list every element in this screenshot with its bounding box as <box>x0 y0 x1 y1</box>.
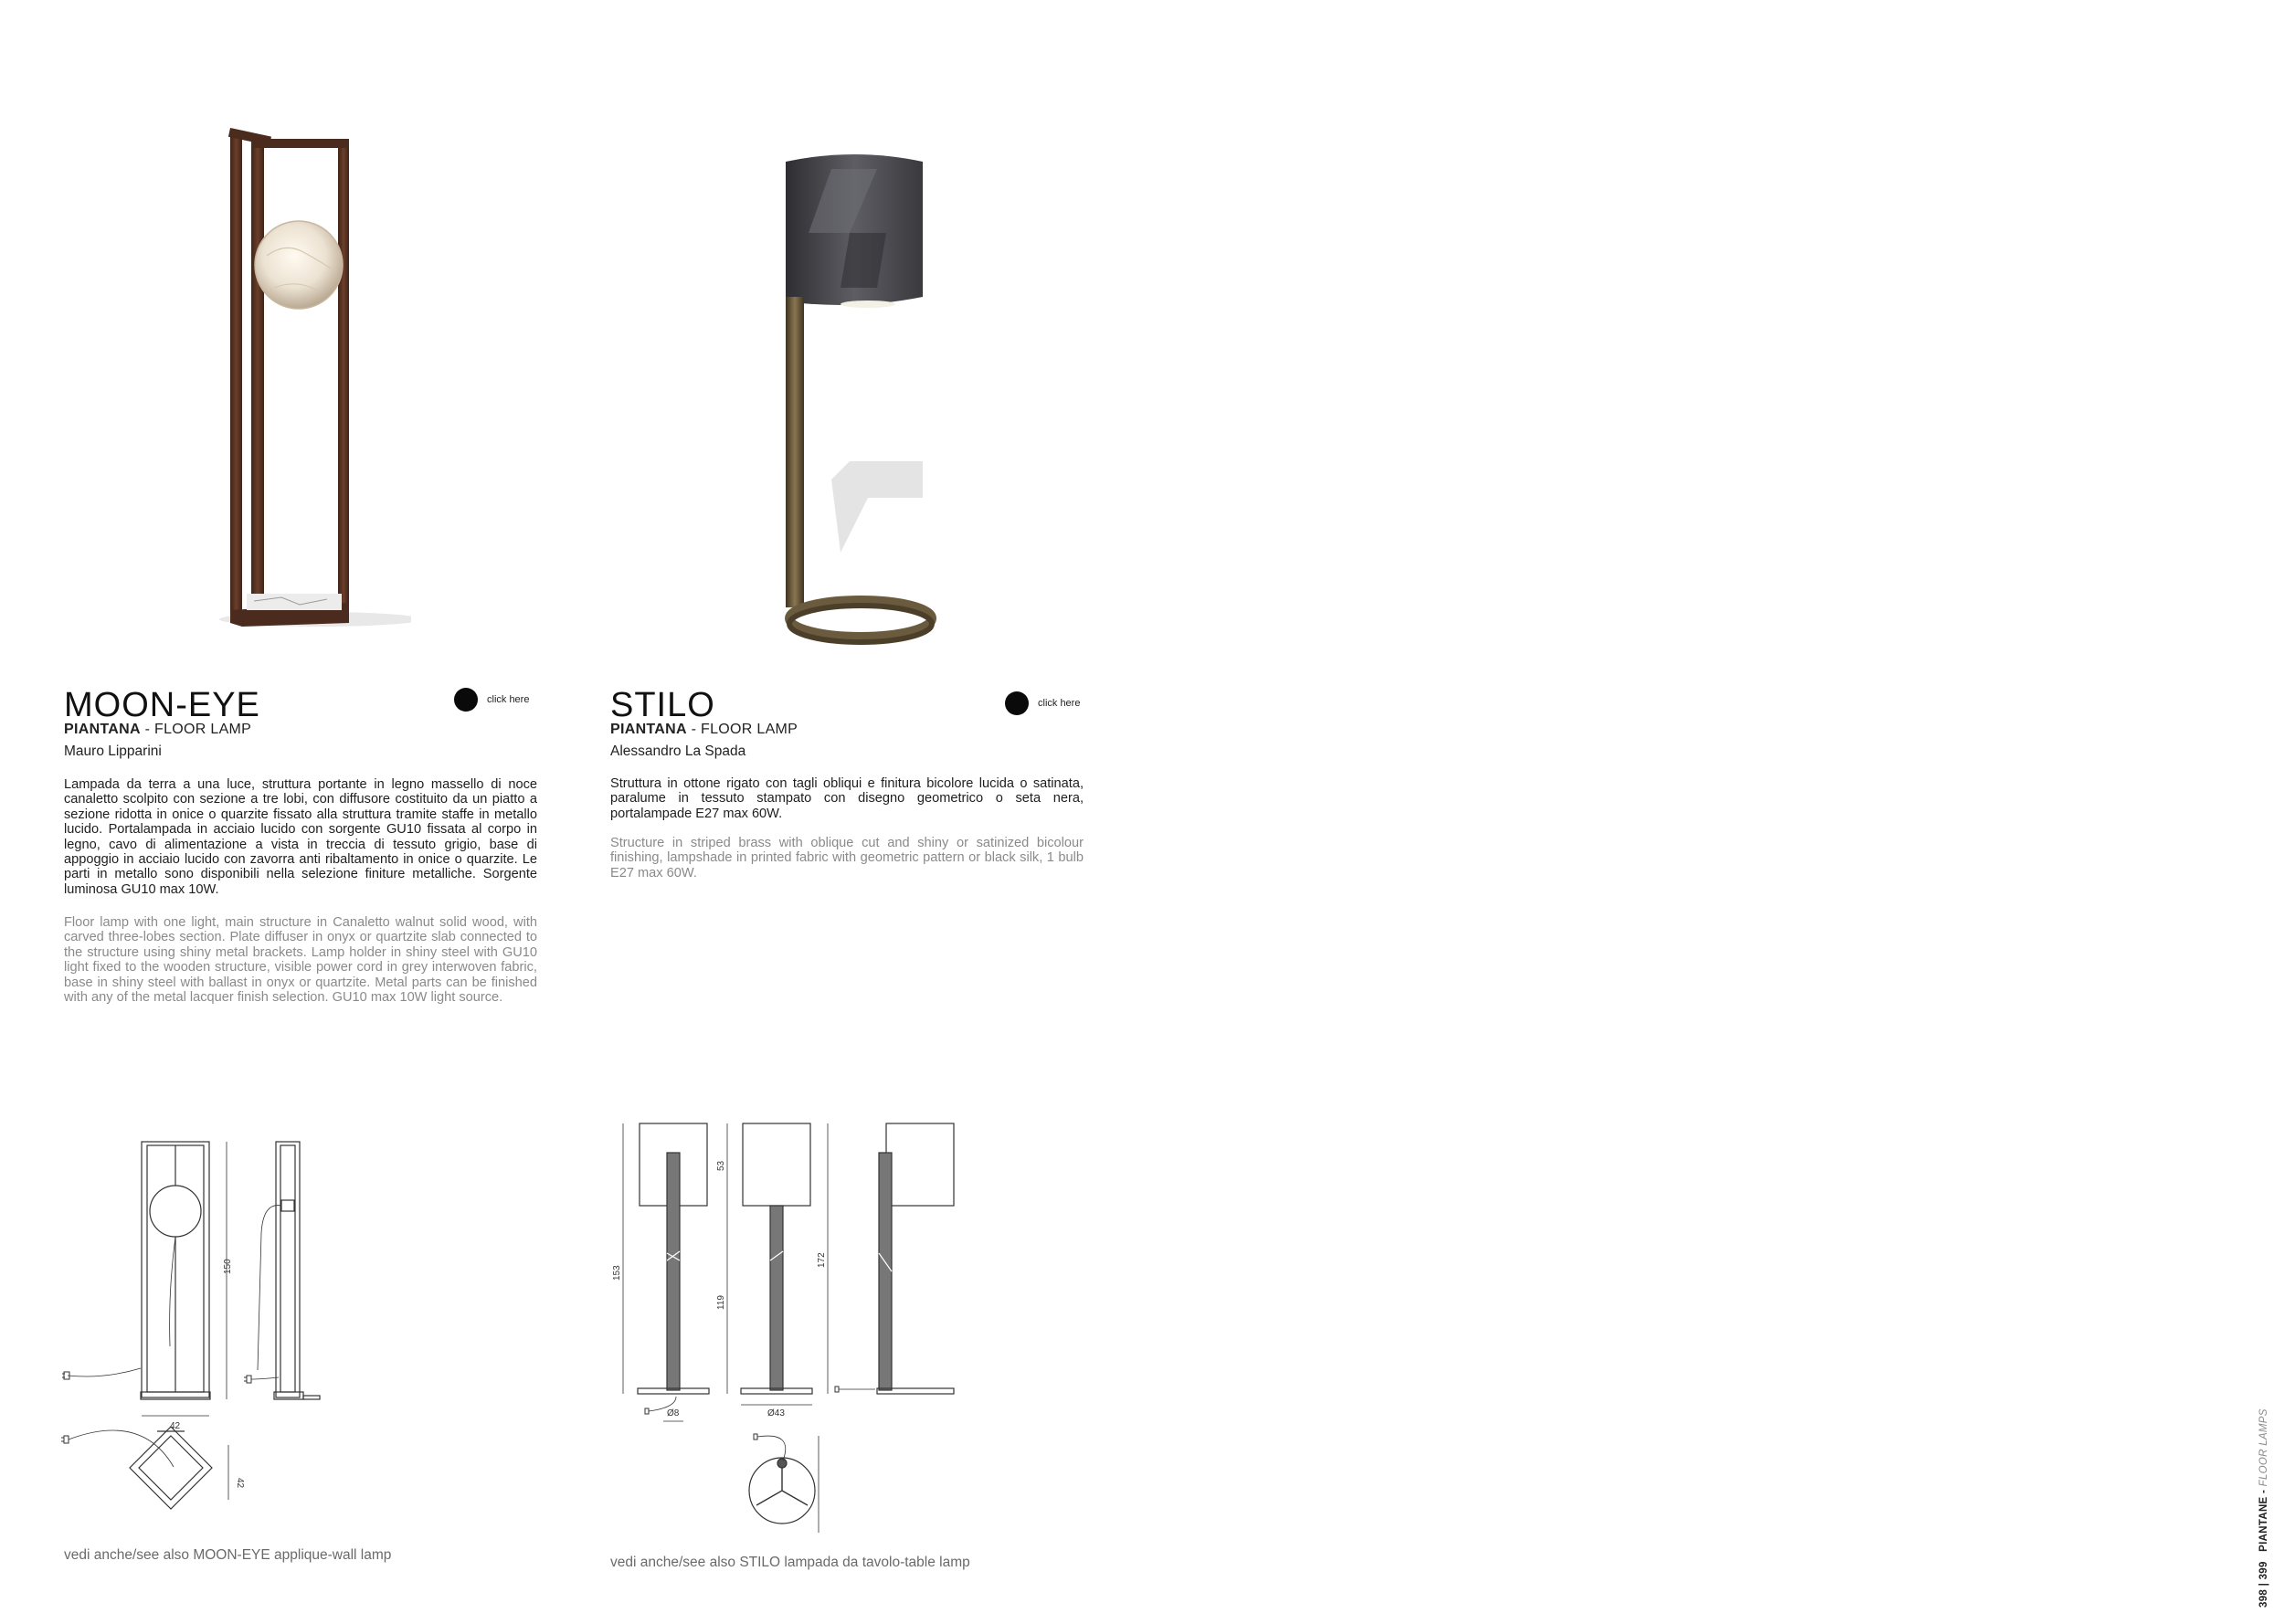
stilo-dim-side: 172 <box>817 1252 827 1268</box>
category-separator: - <box>686 722 702 737</box>
stilo-see-also-link[interactable]: vedi anche/see also STILO lampada da tavolo-table lamp <box>610 1555 970 1570</box>
page-footer <box>2258 1408 2269 1608</box>
moon-eye-dim-height: 150 <box>223 1259 233 1274</box>
moon-eye-title: MOON-EYE <box>64 686 260 724</box>
stilo-technical-drawing <box>603 1114 968 1544</box>
page-numbers: 398 | 399 <box>2258 1561 2269 1608</box>
moon-eye-description-en: Floor lamp with one light, main structure in Canaletto walnut solid wood, with carved three-lobes section. Plate diffuser in onyx or quartzite slab connected to the structure using shiny metal brackets. Lamp holder in shiny steel with GU10 light fixed to the wooden structure, visible power cord in grey interwoven fabric, base in shiny steel with ballast in onyx or quartzite. Metal parts can be finished with any of the metal lacquer finish selection. GU10 max 10W light source. <box>64 915 537 1006</box>
moon-eye-see-also-link[interactable]: vedi anche/see also MOON-EYE applique-wall lamp <box>64 1547 392 1563</box>
moon-eye-dim-width: 42 <box>170 1421 181 1431</box>
footer-category: PIANTANE <box>2258 1496 2269 1552</box>
footer-separator: - <box>2258 1486 2269 1497</box>
stilo-click-here-button[interactable] <box>1005 691 1080 715</box>
moon-eye-product-image <box>210 119 411 639</box>
footer-subcategory: FLOOR LAMPS <box>2258 1408 2269 1487</box>
category-it: PIANTANA <box>64 722 141 737</box>
moon-eye-designer: Mauro Lipparini <box>64 743 162 759</box>
stilo-product-image <box>777 151 950 662</box>
stilo-dim-base: Ø43 <box>767 1408 785 1418</box>
category-en: FLOOR LAMP <box>701 722 798 737</box>
moon-eye-category <box>64 722 251 738</box>
moon-eye-click-here-button[interactable] <box>454 688 529 712</box>
stilo-title: STILO <box>610 686 715 724</box>
stilo-designer: Alessandro La Spada <box>610 743 746 759</box>
stilo-dim-stem-dia: Ø8 <box>667 1408 680 1418</box>
stilo-description-it: Struttura in ottone rigato con tagli obliqui e finitura bicolore lucida o satinata, paralume in tessuto stampato con disegno geometrico o seta nera, portalampade E27 max 60W. <box>610 776 1084 821</box>
moon-eye-description-it: Lampada da terra a una luce, struttura portante in legno massello di noce canaletto scolpito con sezione a tre lobi, con diffusore costituito da un piatto a sezione ridotta in onice o quarzite fissato alla struttura tramite staffe in metallo lucido. Portalampada in acciaio lucido con sorgente GU10 fissata al corpo in legno, cavo di alimentazione a vista in treccia di tessuto grigio, base di appoggio in acciaio lucido con zavorra anti ribaltamento in onice o quarzite. Le parti in metallo sono disponibili nella selezione finiture metalliche. Sorgente luminosa GU10 max 10W. <box>64 777 537 897</box>
stilo-dim-stem: 119 <box>716 1295 726 1310</box>
category-it: PIANTANA <box>610 722 687 737</box>
stilo-dim-shade: 53 <box>716 1160 726 1171</box>
category-separator: - <box>140 722 155 737</box>
stilo-description-en: Structure in striped brass with oblique cut and shiny or satinized bicolour finishing, lampshade in printed fabric with geometric pattern or black silk, 1 bulb E27 max 60W. <box>610 836 1084 881</box>
stilo-category <box>610 722 798 738</box>
stilo-dim-total: 153 <box>612 1265 622 1281</box>
moon-eye-dim-depth: 42 <box>235 1478 245 1489</box>
moon-eye-technical-drawing <box>55 1123 356 1525</box>
click-dot-icon <box>454 688 478 712</box>
click-dot-icon <box>1005 691 1029 715</box>
category-en: FLOOR LAMP <box>154 722 252 737</box>
click-here-label: click here <box>1038 698 1081 709</box>
click-here-label: click here <box>487 694 530 705</box>
